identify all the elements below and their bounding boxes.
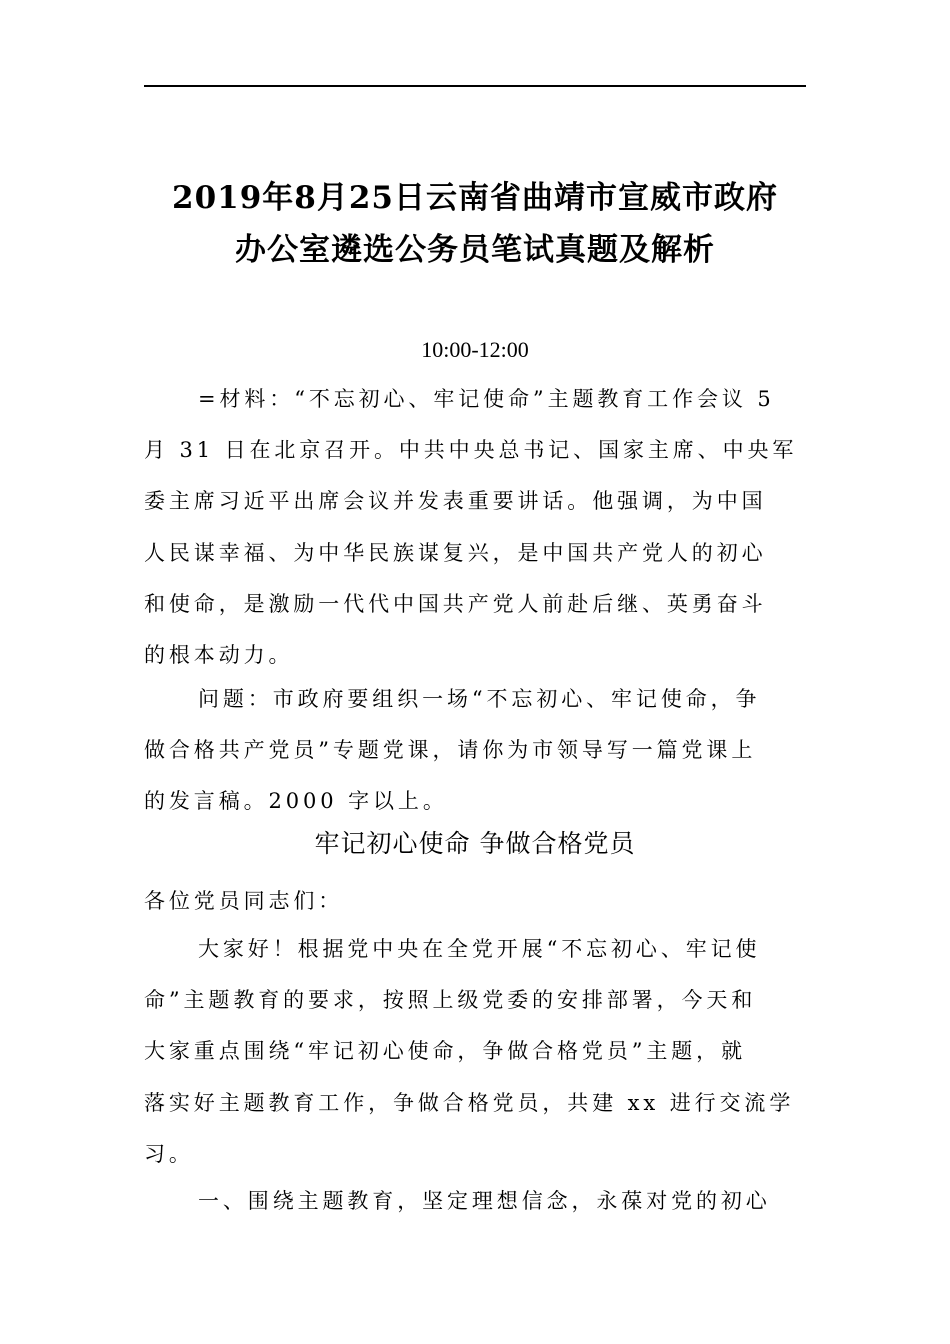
- text-line: 委主席习近平出席会议并发表重要讲话。他强调，为中国: [144, 489, 767, 514]
- text-line: 习。: [144, 1141, 194, 1166]
- title-line-2: 办公室遴选公务员笔试真题及解析: [235, 232, 715, 268]
- body-paragraph-1: [144, 924, 806, 1180]
- exam-time: 10:00-12:00: [421, 337, 529, 362]
- text-line: 命”主题教育的要求，按照上级党委的安排部署，今天和: [144, 988, 757, 1013]
- text-line: 大家好！根据党中央在全党开展“不忘初心、牢记使: [198, 937, 761, 961]
- text-line: 月 31 日在北京召开。中共中央总书记、国家主席、中央军: [144, 438, 798, 463]
- text-line: 大家重点围绕“牢记初心使命，争做合格党员”主题，就: [144, 1039, 746, 1064]
- text-line: 一、围绕主题教育，坚定理想信念，永葆对党的初心: [198, 1189, 771, 1213]
- question-paragraph: [144, 674, 806, 828]
- text-line: =材料：“不忘初心、牢记使命”主题教育工作会议 5: [198, 387, 775, 411]
- section-heading-1: [144, 1176, 806, 1227]
- text-line: 问题：市政府要组织一场“不忘初心、牢记使命，争: [198, 687, 761, 711]
- speech-title: 牢记初心使命 争做合格党员: [314, 829, 636, 858]
- text-line: 人民谋幸福、为中华民族谋复兴，是中国共产党人的初心: [144, 540, 767, 565]
- text-line: 的发言稿。2000 字以上。: [144, 789, 448, 814]
- text-line: 和使命，是激励一代代中国共产党人前赴后继、英勇奋斗: [144, 591, 767, 616]
- title-line-1: 2019年8月25日云南省曲靖市宣威市政府: [172, 180, 778, 216]
- text-line: 的根本动力。: [144, 642, 294, 667]
- text-line: 落实好主题教育工作，争做合格党员，共建 xx 进行交流学: [144, 1090, 795, 1115]
- document-title: [144, 172, 806, 276]
- material-paragraph: [144, 374, 806, 681]
- greeting-line: [144, 876, 806, 927]
- text-line: 做合格共产党员”专题党课，请你为市领导写一篇党课上: [144, 738, 757, 763]
- text-line: 各位党员同志们：: [144, 889, 344, 913]
- header-rule: [144, 85, 806, 87]
